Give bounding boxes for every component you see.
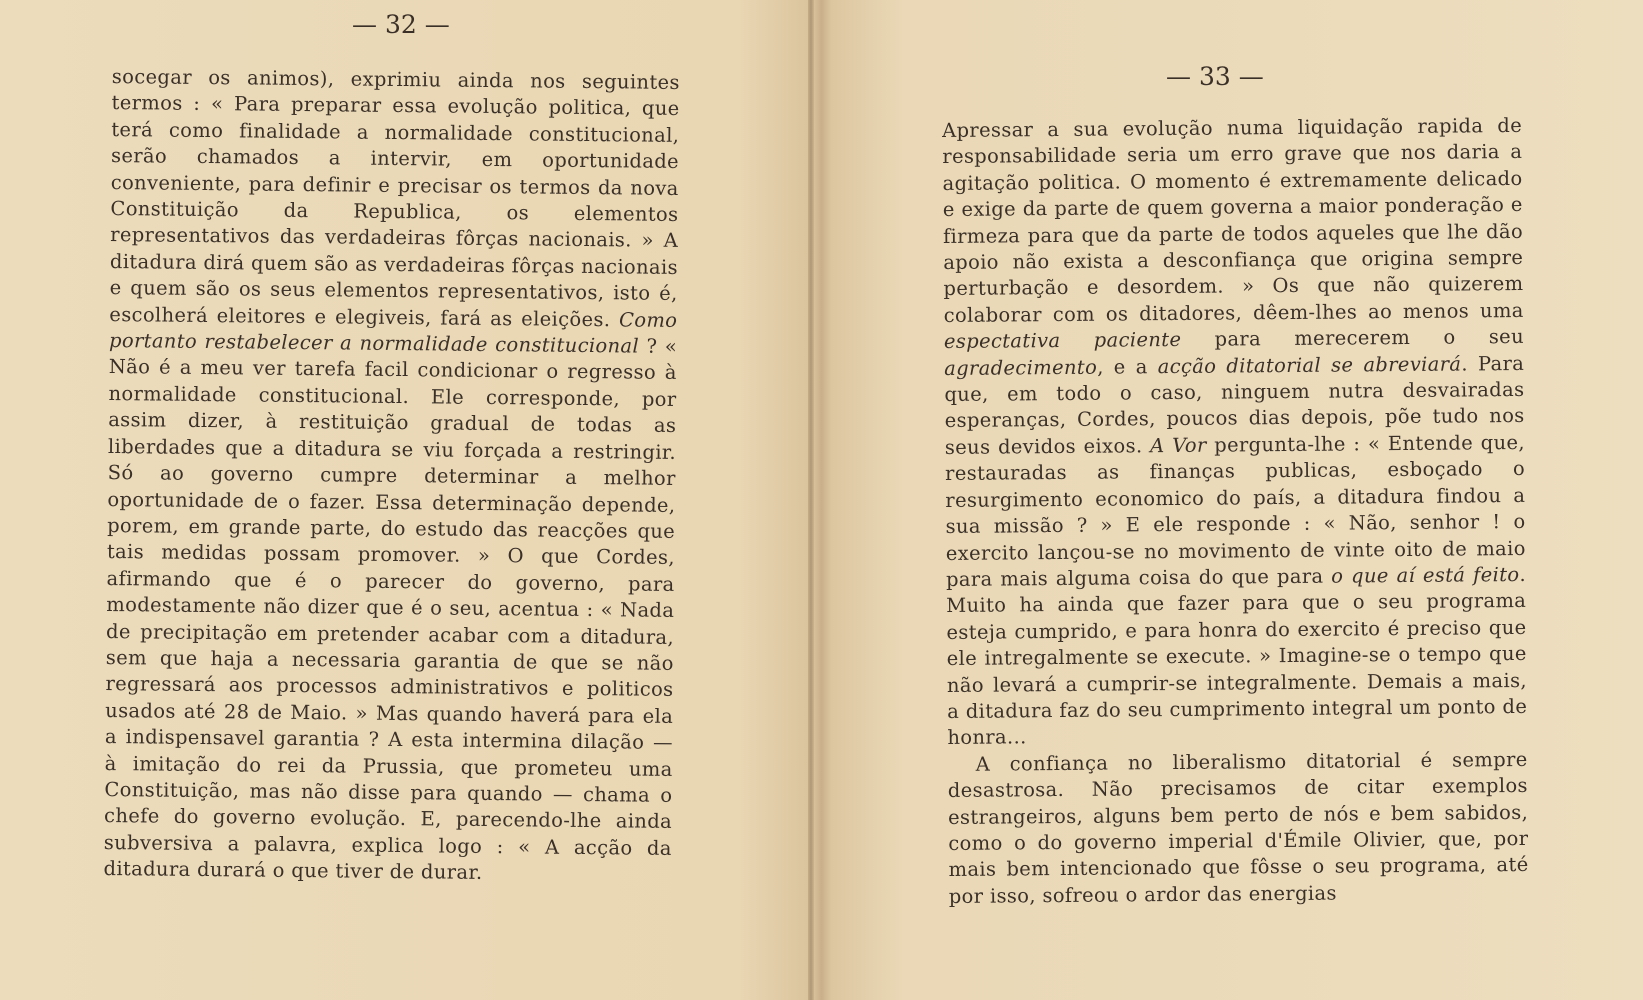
italic-text: espectativa paciente	[943, 328, 1182, 354]
right-page	[814, 0, 1643, 1000]
italic-text: Como portanto restabelecer a normalidade constitucional	[108, 307, 678, 358]
text-run: . Muito ha ainda que fazer para que o seu programa esteja cumprido, e para honra do exercito é preciso que ele intregalmente se execute. » Imagine-se o tempo que não levará a cumprir-se integralmente. Demais a mais, a ditadura faz do seu cumprimento integral um ponto de honra...	[946, 562, 1528, 750]
text-run: pergunta-lhe : « Entende que, restauradas as finanças publicas, esboçado o resurgimento economico do país, a ditadura findou a sua missão ? » E ele responde : « Não, senhor ! o exercito lançou-se no movimento de vinte oito de maio para mais alguma coisa do que para	[945, 430, 1526, 591]
text-run: Apressar a sua evolução numa liquidação rapida de responsabilidade seria um erro grave que nos daria a agitação politica. O momento é extremamente delicado e exige da parte de quem governa a maior ponderação e firmeza para que da parte de todos aqueles que lhe dão apoio não exista a desconfiança que origina sempre perturbação e desordem. » Os que não quizerem colaborar com os ditadores, dêem-lhes ao menos uma	[942, 113, 1524, 327]
text-run: A confiança no liberalismo ditatorial é sempre desastrosa. Não precisamos de citar exemplos estrangeiros, alguns bem perto de nós e bem sabidos, como o do governo imperial d'Émile Olivier, que, por mais bem intencionado que fôsse o seu programa, até por isso, sofreou o ardor das energias	[947, 747, 1529, 908]
text-run: . Para que, em todo o caso, ninguem nutra desvairadas esperanças, Cordes, poucos dias depois, põe tudo nos seus devidos eixos.	[944, 351, 1525, 459]
italic-text: A Vor	[1149, 433, 1207, 458]
italic-text: agradecimento	[944, 355, 1098, 380]
text-run: , e a	[1097, 354, 1158, 379]
text-run: socegar os animos), exprimiu ainda nos seguintes termos : « Para preparar essa evolução politica, que terá como finalidade a normalidade constitucional, serão chamados a intervir, em oportunidade conveniente, para definir e precisar os termos da nova Constituição da Republica, os elementos representativos das verdadeiras fôrças nacionais. » A ditadura dirá quem são as verdadeiras fôrças nacionais e quem são os seus elementos representativos, isto é, escolherá eleitores e elegiveis, fará as eleições.	[109, 64, 680, 331]
text-run: ? « Não é a meu ver tarefa facil condicionar o regresso à normalidade constitucional. Ele corresponde, por assim dizer, à restituição gradual de todas as liberdades que a ditadura se viu forçada a restringir. Só ao governo cumpre determinar a melhor oportunidade de o fazer. Essa determinação depende, porem, em grande parte, do estudo das reacções que tais medidas possam promover. » O que Cordes, afirmando que é o parecer do governo, para modestamente não dizer que é o seu, acentua : « Nada de precipitação em pretender acabar com a ditadura, sem que haja a necessaria garantia de que se não regressará aos processos administrativos e politicos usados até 28 de Maio. » Mas quando haverá para ela a indispensavel garantia ? A esta intermina dilação — à imitação do rei da Prussia, que prometeu uma Constituição, mas não disse para quando — chama o chefe do governo evolução. E, parecendo-lhe ainda subversiva a palavra, explica logo : « A acção da ditadura durará o que tiver de durar.	[103, 334, 678, 885]
page-body	[942, 113, 1529, 910]
italic-text: o que aí está feito	[1331, 562, 1520, 588]
paragraph	[948, 747, 1529, 910]
paragraph	[942, 113, 1528, 752]
italic-text: acção ditatorial se abreviará	[1157, 352, 1462, 378]
left-page	[0, 0, 808, 1000]
page-body	[103, 64, 680, 888]
text-run: para merecerem o seu	[1181, 325, 1525, 352]
paragraph	[103, 64, 680, 888]
page-number: — 33 —	[1166, 62, 1264, 91]
page-number: — 32 —	[352, 10, 450, 39]
